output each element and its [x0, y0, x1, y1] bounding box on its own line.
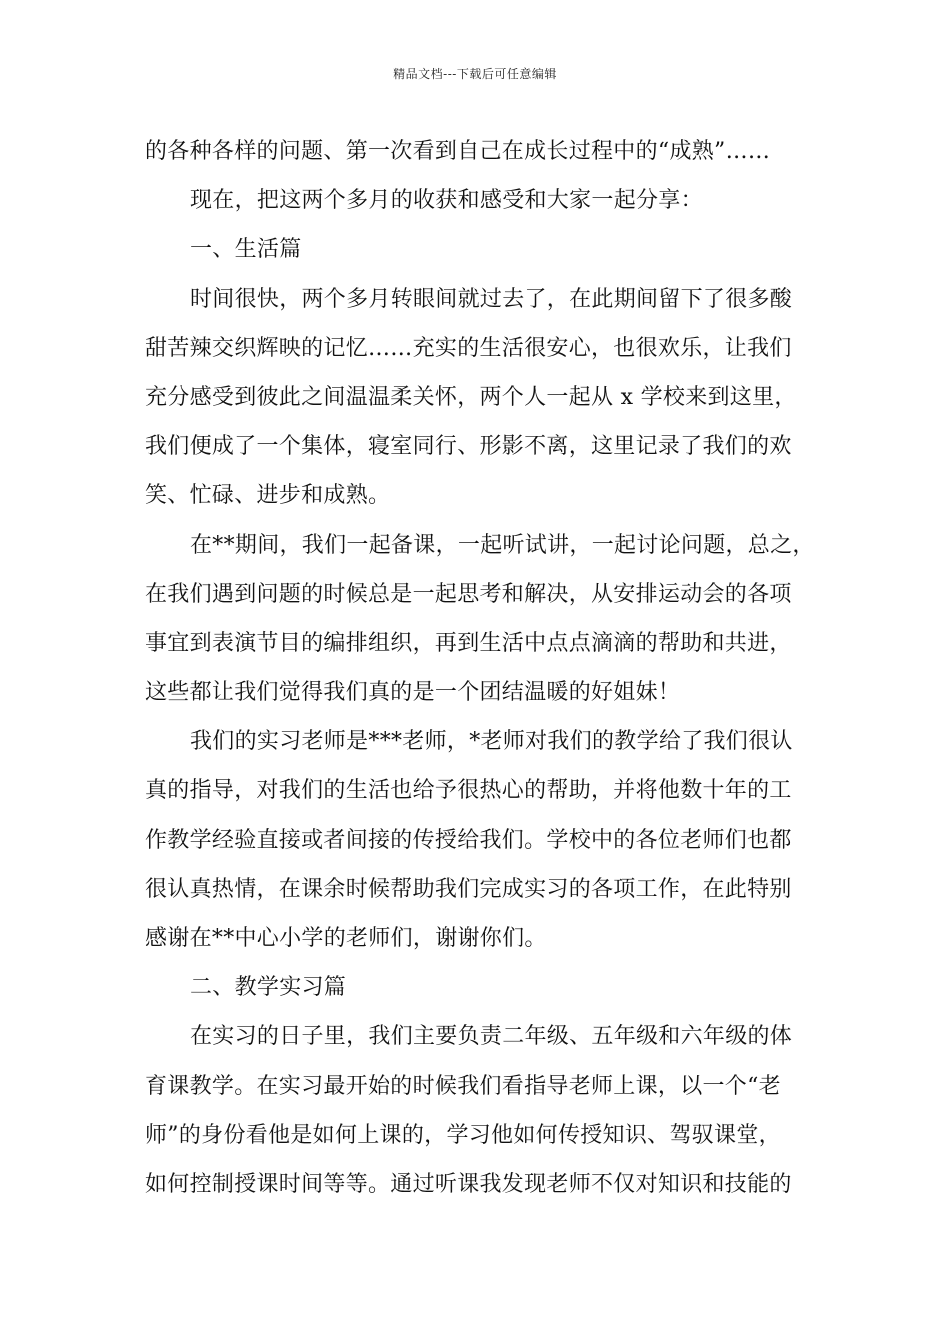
text-line: 笑、忙碌、进步和成熟。: [145, 483, 391, 509]
section-heading-teaching: 二、教学实习篇: [190, 975, 347, 1001]
paragraph-first-line: 在实习的日子里，我们主要负责二年级、五年级和六年级的体: [190, 1024, 793, 1050]
page-header: 精品文档---下载后可任意编辑: [393, 67, 557, 81]
text-line: 如何控制授课时间等等。通过听课我发现老师不仅对知识和技能的: [145, 1171, 792, 1197]
text-line: 作教学经验直接或者间接的传授给我们。学校中的各位老师们也都: [145, 827, 792, 853]
paragraph-first-line: 时间很快，两个多月转眼间就过去了，在此期间留下了很多酸: [190, 286, 793, 312]
text-line: 充分感受到彼此之间温温柔关怀，两个人一起从 x 学校来到这里，: [145, 384, 797, 410]
text-line: 我们便成了一个集体，寝室同行、形影不离，这里记录了我们的欢: [145, 434, 792, 460]
paragraph-first-line: 现在，把这两个多月的收获和感受和大家一起分享：: [190, 188, 703, 214]
text-line: 真的指导，对我们的生活也给予很热心的帮助，并将他数十年的工: [145, 778, 792, 804]
text-line: 在我们遇到问题的时候总是一起思考和解决，从安排运动会的各项: [145, 581, 792, 607]
text-line: 育课教学。在实习最开始的时候我们看指导老师上课，以一个“老: [145, 1073, 781, 1099]
section-heading-life: 一、生活篇: [190, 237, 302, 263]
text-line: 事宜到表演节目的编排组织，再到生活中点点滴滴的帮助和共进，: [145, 630, 792, 656]
paragraph-first-line: 我们的实习老师是***老师，*老师对我们的教学给了我们很认: [190, 729, 793, 755]
paragraph-first-line: 在**期间，我们一起备课，一起听试讲，一起讨论问题，总之，: [190, 532, 815, 558]
text-line: 这些都让我们觉得我们真的是一个团结温暖的好姐妹！: [145, 680, 681, 706]
text-line: 感谢在**中心小学的老师们，谢谢你们。: [145, 926, 547, 951]
text-line: 很认真热情，在课余时候帮助我们完成实习的各项工作，在此特别: [145, 876, 792, 902]
text-line: 的各种各样的问题、第一次看到自己在成长过程中的“成熟”……: [145, 139, 771, 164]
text-line: 甜苦辣交织辉映的记忆……充实的生活很安心，也很欢乐，让我们: [145, 335, 792, 361]
document-body: [145, 127, 815, 1209]
text-line: 师”的身份看他是如何上课的，学习他如何传授知识、驾驭课堂，: [145, 1122, 781, 1148]
